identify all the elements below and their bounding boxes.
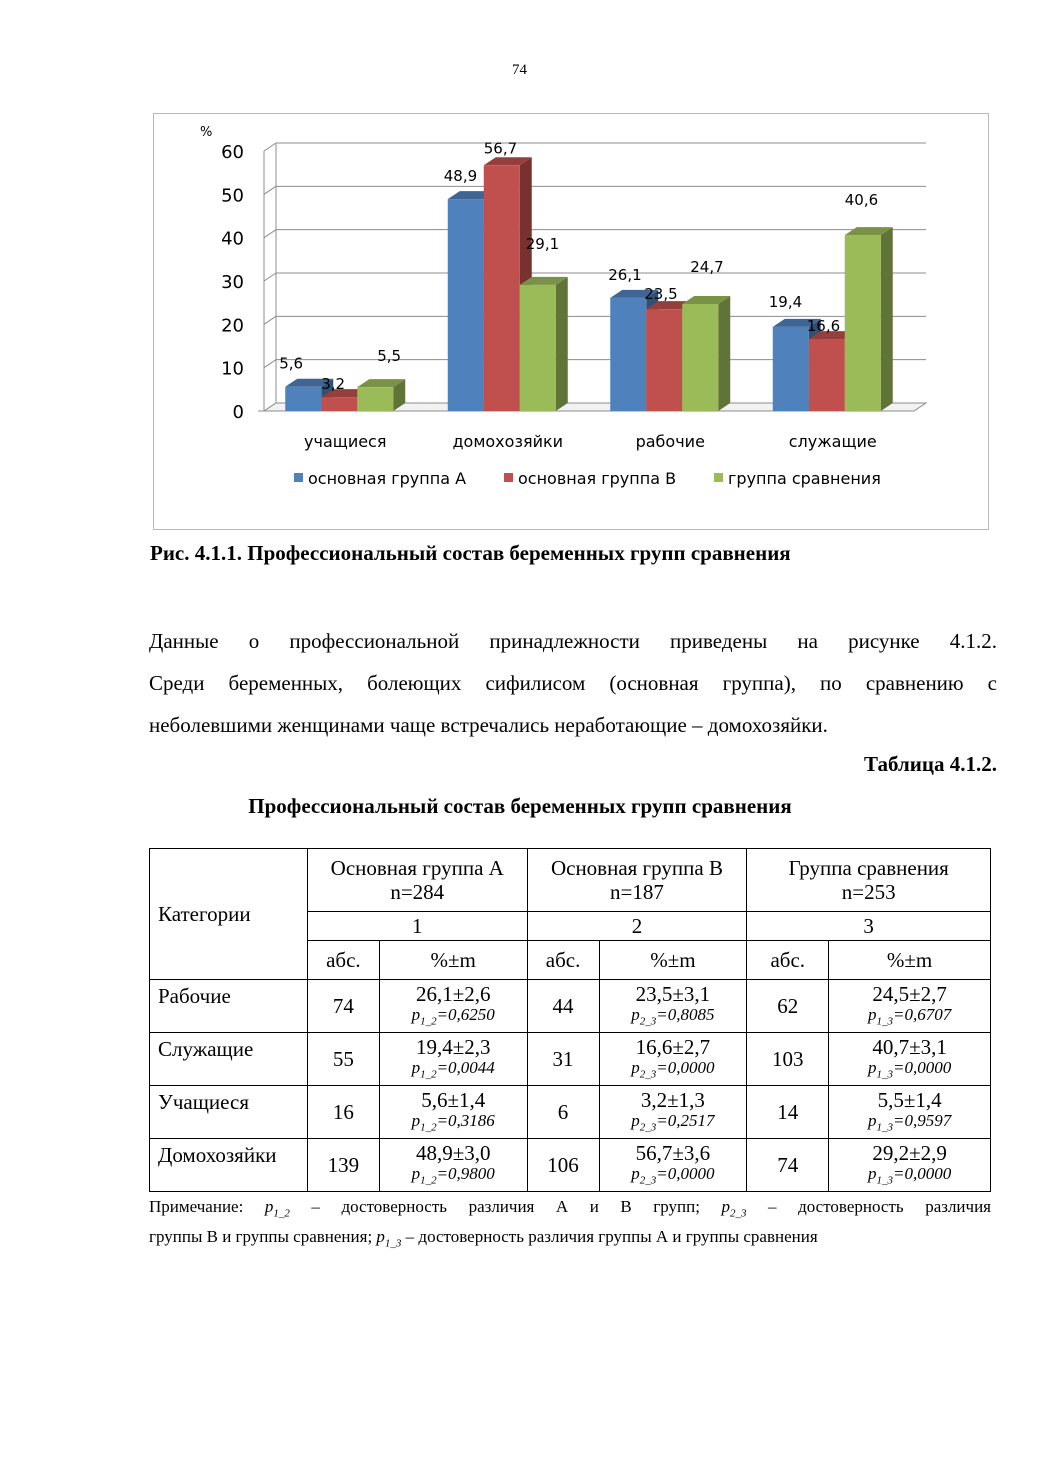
data-label: 16,6	[806, 317, 841, 336]
gridline-edge	[264, 360, 276, 368]
data-table	[149, 848, 991, 1192]
abs-value: 14	[747, 1086, 829, 1139]
abs-value: 103	[747, 1033, 829, 1086]
pct-value: 23,5±3,1 $p_{2\_3}=0,8085$	[599, 980, 747, 1033]
bar-side	[718, 296, 730, 411]
legend-entry: группа сравнения	[728, 469, 881, 488]
bar	[646, 309, 682, 411]
pct-value: 19,4±2,3 $p_{1\_2}=0,0044$	[379, 1033, 527, 1086]
legend-swatch	[504, 473, 513, 482]
data-label: 29,1	[525, 234, 560, 253]
data-label: 3,2	[321, 375, 346, 394]
gridline-edge	[264, 316, 276, 324]
x-tick-label: домохозяйки	[452, 432, 564, 451]
abs-value: 74	[307, 980, 379, 1033]
gridline-edge	[264, 230, 276, 238]
group-number: 2	[527, 912, 747, 941]
pct-value: 26,1±2,6 $p_{1\_2}=0,6250$	[379, 980, 527, 1033]
bar	[357, 387, 393, 411]
table-row	[150, 1139, 991, 1192]
abs-header: абс.	[527, 941, 599, 980]
table-title	[0, 794, 1039, 819]
y-tick-label: 30	[221, 272, 244, 293]
bar	[520, 285, 556, 411]
data-label: 5,6	[279, 354, 304, 373]
pct-value: 56,7±3,6 $p_{2\_3}=0,0000$	[599, 1139, 747, 1192]
pct-value: 3,2±1,3 $p_{2\_3}=0,2517$	[599, 1086, 747, 1139]
x-tick-label: рабочие	[635, 432, 705, 451]
category-header: Категории	[150, 849, 308, 980]
table-row	[150, 1033, 991, 1086]
y-tick-label: 40	[221, 228, 244, 250]
legend-swatch	[714, 473, 723, 482]
pct-value: 5,5±1,4 $p_{1\_3}=0,9597$	[829, 1086, 991, 1139]
chart-svg	[154, 114, 990, 531]
abs-value: 55	[307, 1033, 379, 1086]
page-number: 74	[512, 62, 527, 78]
figure-caption: Рис. 4.1.1. Профессиональный состав беременных групп сравнения	[150, 541, 791, 565]
group-header: Основная группа В n=187	[527, 849, 747, 912]
legend-entry: основная группа В	[518, 469, 677, 488]
group-number: 3	[747, 912, 991, 941]
bar	[682, 304, 718, 411]
bar-side	[556, 277, 568, 411]
data-label: 24,7	[690, 257, 724, 276]
bar	[610, 298, 646, 411]
pct-value: 48,9±3,0 $p_{1\_2}=0,9800$	[379, 1139, 527, 1192]
paragraph-line: неболевшими женщинами чаще встречались неработающие – домохозяйки.	[149, 713, 828, 737]
gridline-edge	[264, 273, 276, 281]
y-axis-label: %	[200, 125, 213, 140]
pct-header: %±m	[379, 941, 527, 980]
pct-value: 29,2±2,9 $p_{1\_3}=0,0000$	[829, 1139, 991, 1192]
pct-value: 16,6±2,7 $p_{2\_3}=0,0000$	[599, 1033, 747, 1086]
abs-value: 6	[527, 1086, 599, 1139]
body-paragraph	[149, 620, 997, 746]
bar	[321, 397, 357, 411]
pct-header: %±m	[829, 941, 991, 980]
group-number: 1	[307, 912, 527, 941]
pct-value: 5,6±1,4 $p_{1\_2}=0,3186$	[379, 1086, 527, 1139]
y-tick-label: 10	[221, 358, 244, 380]
abs-value: 62	[747, 980, 829, 1033]
y-tick-label: 50	[221, 185, 244, 207]
group-header: Группа сравнения n=253	[747, 849, 991, 912]
group-header: Основная группа А n=284	[307, 849, 527, 912]
gridline-edge	[264, 186, 276, 194]
row-category: Домохозяйки	[150, 1139, 308, 1192]
bar-side	[881, 227, 893, 411]
data-label: 19,4	[768, 292, 803, 311]
data-label: 23,5	[644, 285, 678, 304]
bar	[484, 165, 520, 411]
bar	[845, 235, 881, 411]
bar	[773, 327, 809, 411]
abs-value: 44	[527, 980, 599, 1033]
bar	[285, 387, 321, 411]
data-label: 56,7	[483, 139, 518, 158]
note-line: Примечание: $p_{1\_2}$ – достоверность различия А и В групп; $p_{2\_3}$ – достоверность различия	[149, 1197, 991, 1220]
pct-header: %±m	[599, 941, 747, 980]
gridline-edge	[264, 143, 276, 151]
y-tick-label: 0	[232, 402, 244, 423]
data-label: 5,5	[377, 347, 402, 366]
abs-value: 106	[527, 1139, 599, 1192]
table-row	[150, 1086, 991, 1139]
bar-chart	[153, 113, 989, 530]
x-tick-label: служащие	[788, 432, 877, 451]
paragraph-line: Среди беременных, болеющих сифилисом (основная группа), по сравнению с	[149, 671, 997, 695]
y-tick-label: 20	[221, 315, 244, 337]
table-number: Таблица 4.1.2.	[864, 752, 997, 776]
legend-entry: основная группа А	[308, 469, 467, 488]
table-row	[150, 980, 991, 1033]
row-category: Служащие	[150, 1033, 308, 1086]
abs-value: 31	[527, 1033, 599, 1086]
row-category: Рабочие	[150, 980, 308, 1033]
table-title-text: Профессиональный состав беременных групп сравнения	[248, 794, 792, 818]
y-tick-label: 60	[221, 142, 244, 163]
data-label: 48,9	[443, 167, 478, 186]
data-label: 40,6	[844, 191, 879, 210]
pct-value: 24,5±2,7 $p_{1\_3}=0,6707$	[829, 980, 991, 1033]
paragraph-line: Данные о профессиональной принадлежности приведены на рисунке 4.1.2.	[149, 629, 997, 653]
abs-value: 16	[307, 1086, 379, 1139]
pct-value: 40,7±3,1 $p_{1\_3}=0,0000$	[829, 1033, 991, 1086]
bar	[809, 339, 845, 411]
legend-swatch	[294, 473, 303, 482]
table-note	[149, 1195, 991, 1256]
data-label: 26,1	[608, 265, 642, 284]
bar	[448, 199, 484, 411]
note-line: группы В и группы сравнения; $p_{1\_3}$ – достоверность различия группы А и группы сравнения	[149, 1227, 818, 1250]
row-category: Учащиеся	[150, 1086, 308, 1139]
abs-value: 139	[307, 1139, 379, 1192]
abs-value: 74	[747, 1139, 829, 1192]
x-tick-label: учащиеся	[304, 432, 387, 451]
abs-header: абс.	[747, 941, 829, 980]
abs-header: абс.	[307, 941, 379, 980]
